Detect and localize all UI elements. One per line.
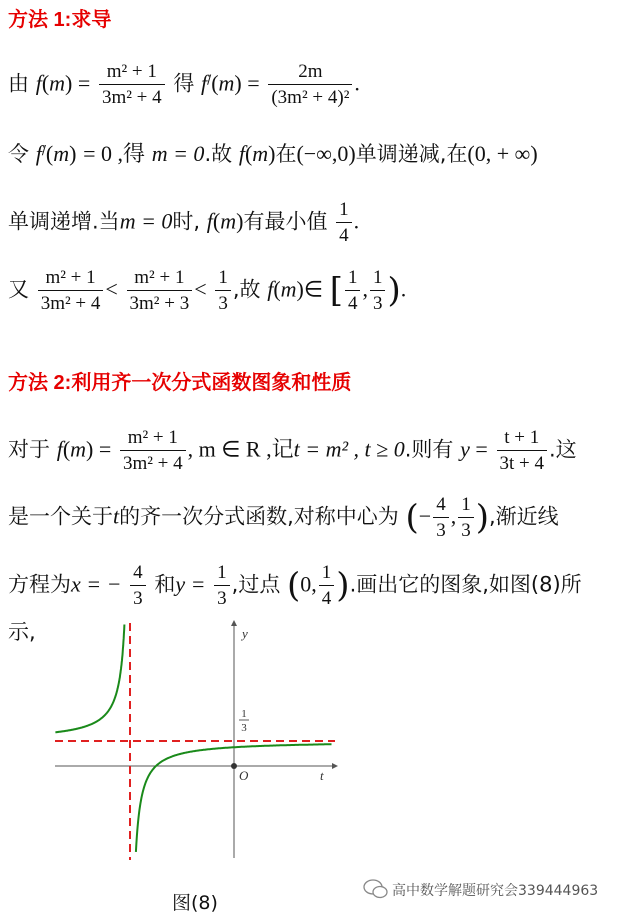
method2-heading: 方法 2:利用齐一次分式函数图象和性质 — [8, 372, 352, 394]
method2-line3: 方程为x = − $\frac{4}{3}$ 和y = $\frac{1}{3}$ ,过点 (0, $\frac{1}{4}$ ).画出它的图象,如图(8)所 — [8, 562, 582, 609]
fraction: $\frac{1}{3}$ — [215, 268, 231, 313]
fraction: $\frac{\text{m² + 1}}{\text{3m² + 4}}$ — [38, 268, 104, 313]
y-axis-arrow — [231, 620, 237, 626]
watermark: 高中数学解题研究会339444963 — [392, 883, 599, 899]
curve-left-branch — [55, 625, 124, 733]
method1-line4: 又 $\frac{\text{m² + 1}}{\text{3m² + 4}}$ < $\frac{\text{m² + 1}}{\text{3m² + 3}}$ < $\frac{1}{3}$ ,故 f(m)∈ [ $\frac{1}{4}$ , $\frac{1}{3}$ ). — [8, 267, 407, 314]
tick-label-num: 1 — [241, 708, 247, 720]
method2-line2: 是一个关于t的齐一次分式函数,对称中心为 (− $\frac{4}{3}$ , $\frac{1}{3}$ ),渐近线 — [8, 494, 559, 541]
fraction: $\frac{\text{m² + 1}}{\text{3m² + 4}}$ — [99, 62, 165, 107]
tick-label-den: 3 — [241, 722, 247, 734]
fraction: $\frac{\text{m² + 1}}{\text{3m² + 3}}$ — [127, 268, 193, 313]
function-graph — [50, 618, 340, 863]
method1-line1: 由 f(m) = $\frac{\text{m² + 1}}{\text{3m² + 4}}$ 得 f/(m) = $\frac{2m}{\text{(3m² + 4)²}}$ . — [8, 61, 360, 108]
fraction: $\frac{\text{m² + 1}}{\text{3m² + 4}}$ — [120, 428, 186, 473]
method1-heading: 方法 1:求导 — [8, 9, 112, 31]
y-axis-label: y — [242, 626, 248, 641]
method1-line3: 单调递增.当m = 0时, f(m)有最小值 $\frac{1}{4}$ . — [8, 199, 360, 246]
origin-label: O — [239, 768, 249, 783]
wechat-icon — [363, 878, 389, 900]
fraction: $\frac{t + 1}{3t + 4}$ — [497, 428, 548, 473]
method2-line4: 示, — [8, 620, 36, 644]
fraction: $\frac{1}{4}$ — [336, 200, 352, 245]
t-axis-label: t — [320, 768, 324, 783]
t-axis-arrow — [332, 763, 338, 769]
origin-point — [231, 763, 237, 769]
fraction: $\frac{2m}{\text{(3m² + 4)²}}$ — [268, 62, 352, 107]
method1-line2: 令 f/(m) = 0 ,得 m = 0.故 f(m)在(−∞,0)单调递减,在(0, + ∞) — [8, 141, 538, 166]
figure-caption: 图(8) — [172, 892, 218, 914]
method2-line1: 对于 f(m) = $\frac{\text{m² + 1}}{\text{3m² + 4}}$ , m ∈ R ,记t = m² , t ≥ 0.则有 y = $\frac{t + 1}{3t + 4}$ .这 — [8, 427, 577, 474]
